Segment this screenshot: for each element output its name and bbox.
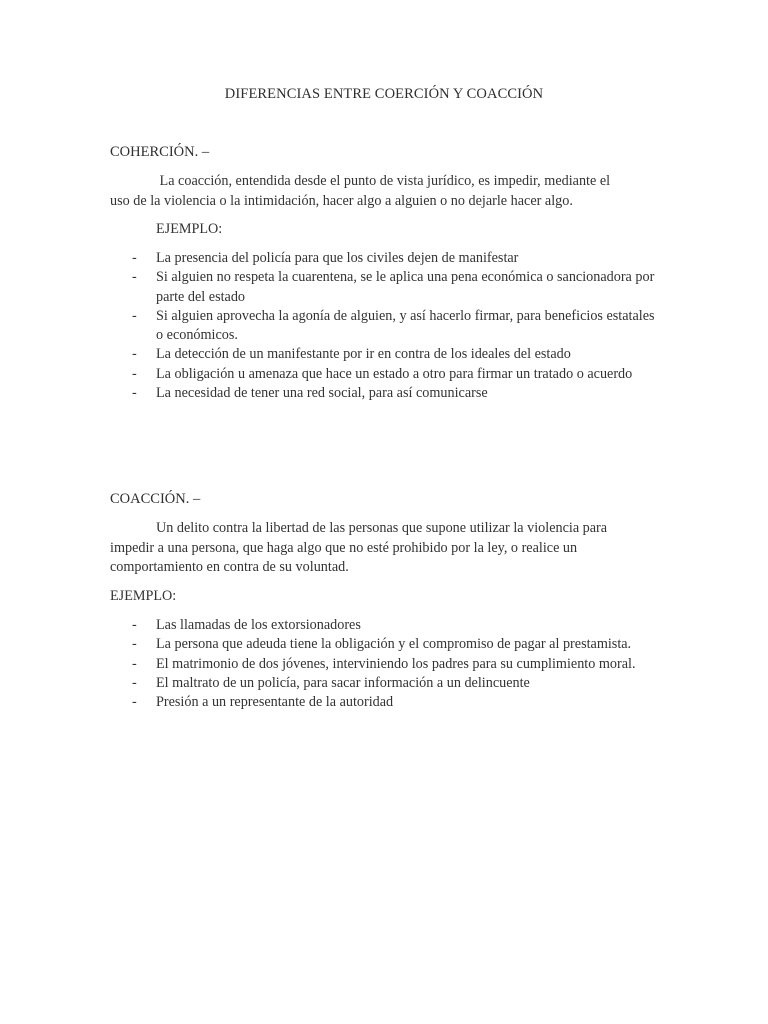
paragraph-line bbox=[110, 172, 658, 192]
bullet-dash: - bbox=[132, 365, 137, 382]
section-paragraph-coaccion bbox=[110, 519, 658, 578]
list-item-text: La detección de un manifestante por ir en contra de los ideales del estado bbox=[156, 346, 571, 363]
list-item-text: El maltrato de un policía, para sacar información a un delincuente bbox=[156, 674, 530, 691]
list-item bbox=[110, 365, 658, 384]
bullet-dash: - bbox=[132, 269, 137, 286]
list-item bbox=[110, 384, 658, 403]
paragraph-line: impedir a una persona, que haga algo que no esté prohibido por la ley, o realice un bbox=[110, 539, 578, 556]
list-item bbox=[110, 674, 658, 693]
list-item bbox=[110, 635, 658, 654]
bullet-dash: - bbox=[132, 617, 137, 633]
bullet-dash: - bbox=[132, 636, 137, 653]
list-item-text: La obligación u amenaza que hace un estado a otro para firmar un tratado o acuerdo bbox=[156, 365, 633, 382]
example-list-coercion bbox=[110, 249, 658, 403]
list-item bbox=[110, 693, 658, 712]
document-title: DIFERENCIAS ENTRE COERCIÓN Y COACCIÓN bbox=[224, 86, 544, 102]
list-item-text: La persona que adeuda tiene la obligación y el compromiso de pagar al prestamista. bbox=[156, 636, 632, 653]
example-label-coercion: EJEMPLO: bbox=[156, 221, 223, 237]
list-item bbox=[110, 307, 658, 346]
list-item bbox=[110, 268, 658, 307]
list-item-text: La presencia del policía para que los civiles dejen de manifestar bbox=[156, 250, 519, 266]
section-heading-coaccion: COACCIÓN. – bbox=[110, 491, 201, 507]
list-item-text: Presión a un representante de la autoridad bbox=[156, 694, 394, 711]
bullet-dash: - bbox=[132, 346, 137, 363]
bullet-dash: - bbox=[132, 694, 137, 711]
list-item-text: Si alguien aprovecha la agonía de alguien, y así hacerlo firmar, para beneficios estatales o económicos. bbox=[156, 307, 655, 344]
list-item-text: La necesidad de tener una red social, para así comunicarse bbox=[156, 385, 488, 402]
list-item-text: El matrimonio de dos jóvenes, interviniendo los padres para su cumplimiento moral. bbox=[156, 655, 636, 672]
list-item bbox=[110, 249, 658, 268]
section-paragraph-coercion bbox=[110, 172, 658, 211]
section-heading-coercion: COHERCIÓN. – bbox=[110, 144, 210, 160]
list-item-text: Las llamadas de los extorsionadores bbox=[156, 617, 361, 633]
example-label-coaccion: EJEMPLO: bbox=[110, 588, 177, 604]
list-item bbox=[110, 345, 658, 364]
bullet-dash: - bbox=[132, 250, 137, 266]
paragraph-line bbox=[110, 519, 658, 539]
paragraph-line: comportamiento en contra de su voluntad. bbox=[110, 559, 349, 575]
example-list-coaccion bbox=[110, 616, 658, 712]
bullet-dash: - bbox=[132, 674, 137, 691]
paragraph-text: Un delito contra la libertad de las personas que supone utilizar la violencia para bbox=[156, 520, 608, 536]
bullet-dash: - bbox=[132, 385, 137, 402]
paragraph-text: La coacción, entendida desde el punto de vista jurídico, es impedir, mediante el bbox=[156, 173, 611, 189]
bullet-dash: - bbox=[132, 307, 137, 324]
list-item bbox=[110, 655, 658, 674]
list-item-text: Si alguien no respeta la cuarentena, se le aplica una pena económica o sancionadora por parte del estado bbox=[156, 269, 655, 305]
bullet-dash: - bbox=[132, 655, 137, 672]
paragraph-line: uso de la violencia o la intimidación, hacer algo a alguien o no dejarle hacer algo. bbox=[110, 192, 573, 209]
list-item bbox=[110, 616, 658, 635]
